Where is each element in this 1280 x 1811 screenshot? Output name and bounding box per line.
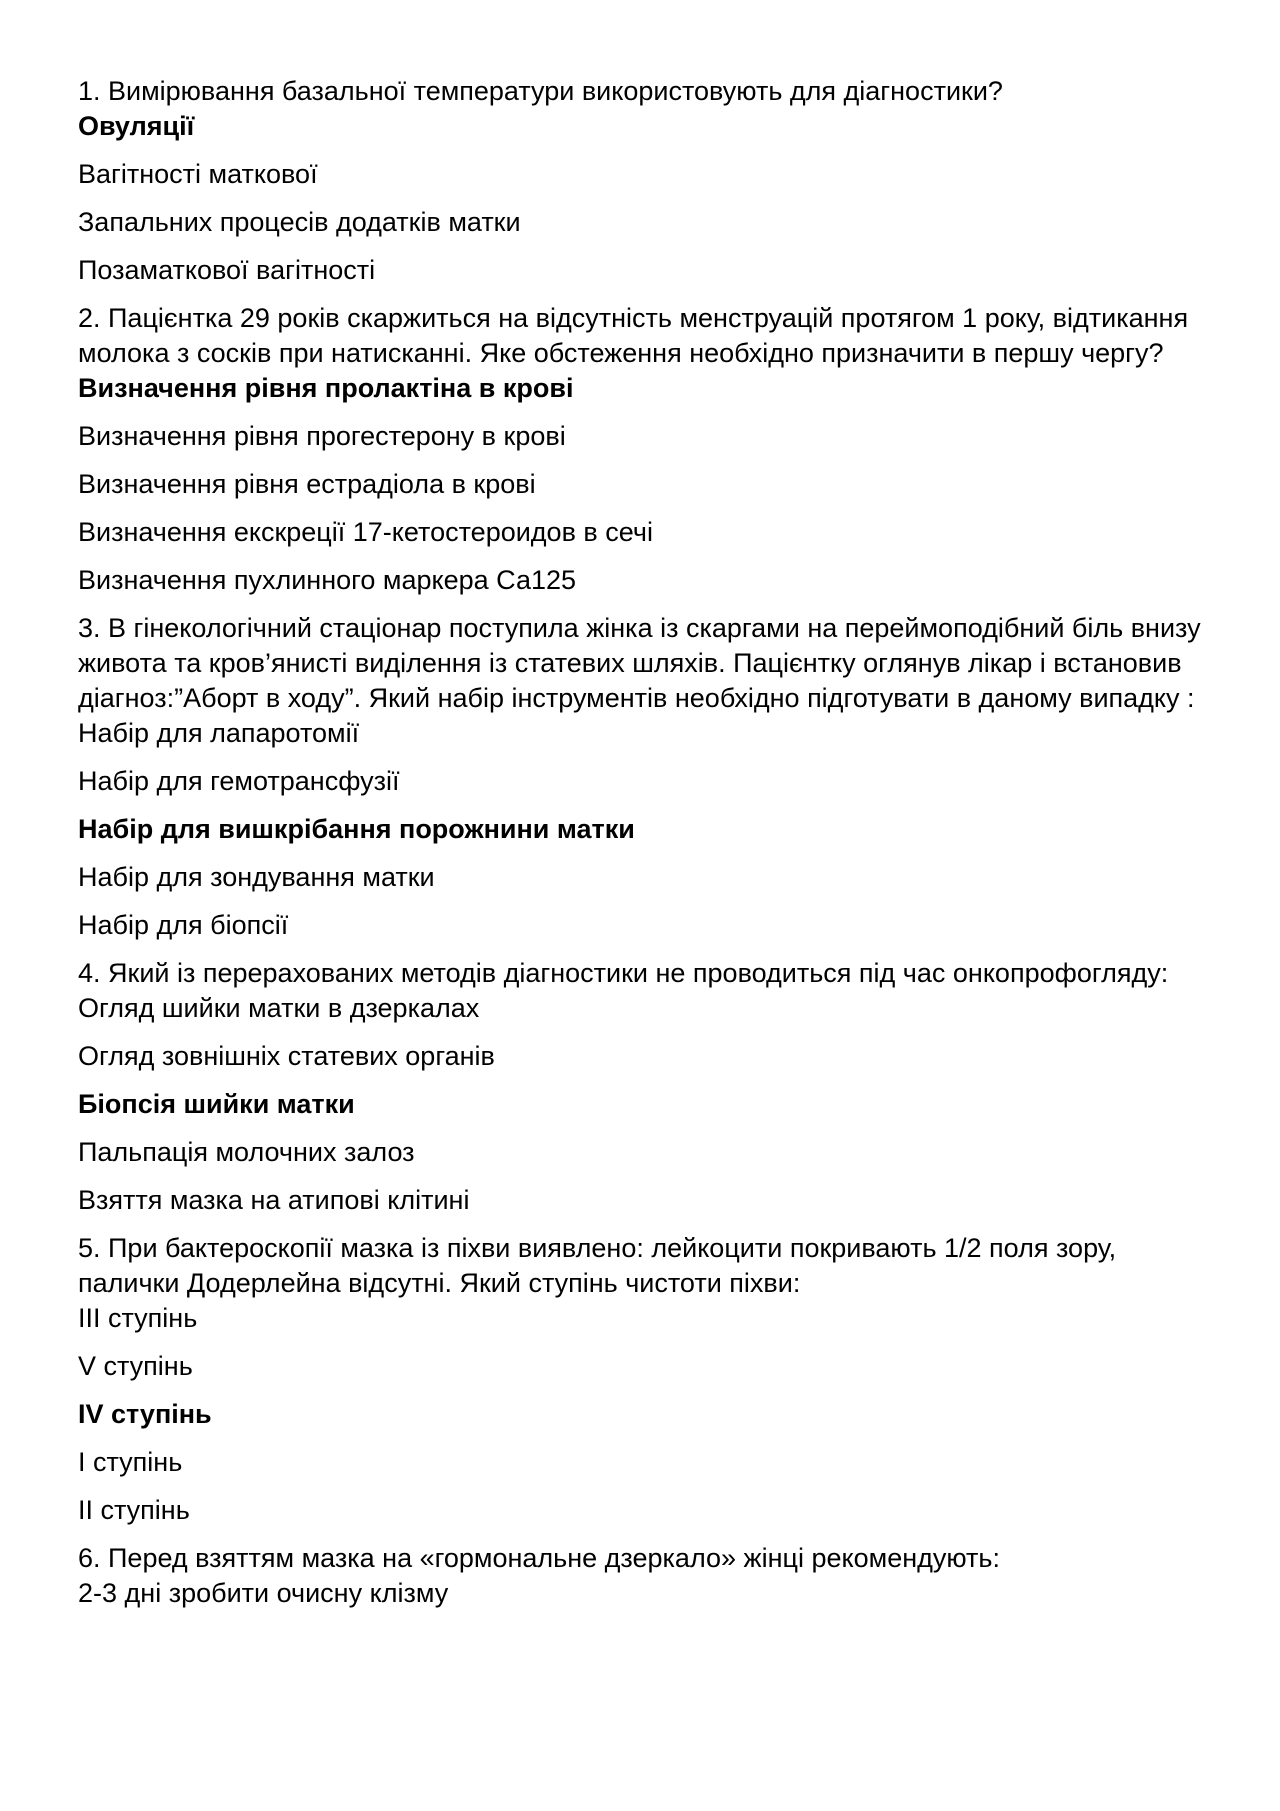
answer-option-correct: Визначення рівня пролактіна в крові <box>78 373 574 403</box>
answer-option-correct: IV ступінь <box>78 1399 212 1429</box>
answer-option: V ступінь <box>78 1351 193 1381</box>
answer-option: Набір для гемотрансфузії <box>78 766 400 796</box>
answer-option: I ступінь <box>78 1447 183 1477</box>
answer-option: Визначення рівня естрадіола в крові <box>78 469 536 499</box>
question-text: 1. Вимірювання базальної температури використовують для діагностики? <box>78 76 1003 106</box>
answer-option: Визначення рівня прогестерону в крові <box>78 421 566 451</box>
question-text: 4. Який із перерахованих методів діагностики не проводиться під час онкопрофогляду: <box>78 958 1169 988</box>
answer-option: Набір для зондування матки <box>78 862 435 892</box>
answer-option: Визначення пухлинного маркера Са125 <box>78 565 577 595</box>
question-block <box>78 611 1208 943</box>
question-text: 2. Пацієнтка 29 років скаржиться на відсутність менструацій протягом 1 року, відтикання молока з сосків при натисканні. Яке обстеження необхідно призначити в першу чергу? <box>78 303 1189 368</box>
answer-option: Визначення екскреції 17-кетостероидов в сечі <box>78 517 653 547</box>
answer-option: II ступінь <box>78 1495 190 1525</box>
question-block <box>78 1231 1208 1528</box>
question-block <box>78 301 1208 598</box>
answer-option: Запальних процесів додатків матки <box>78 207 521 237</box>
question-text: 3. В гінекологічний стаціонар поступила жінка із скаргами на переймоподібний біль внизу живота та кров’янисті виділення із статевих шляхів. Пацієнтку оглянув лікар і встановив діагноз:”Аборт в ходу”. Який набір інструментів необхідно підготувати в даному випадку : <box>78 613 1201 713</box>
answer-option-correct: Набір для вишкрібання порожнини матки <box>78 814 635 844</box>
answer-option: Пальпація молочних залоз <box>78 1137 415 1167</box>
answer-option: Огляд шийки матки в дзеркалах <box>78 993 480 1023</box>
answer-option: 2-3 дні зробити очисну клізму <box>78 1578 449 1608</box>
question-block <box>78 1541 1208 1611</box>
answer-option-correct: Овуляції <box>78 111 195 141</box>
answer-option: Взяття мазка на атипові клітині <box>78 1185 470 1215</box>
answer-option: Вагітності маткової <box>78 159 318 189</box>
question-block <box>78 74 1208 288</box>
document-page <box>78 74 1208 1611</box>
answer-option: Позаматкової вагітності <box>78 255 376 285</box>
answer-option: Набір для біопсії <box>78 910 289 940</box>
answer-option-correct: Біопсія шийки матки <box>78 1089 355 1119</box>
question-text: 5. При бактероскопії мазка із піхви виявлено: лейкоцити покривають 1/2 поля зору, палички Додерлейна відсутні. Який ступінь чистоти піхви: <box>78 1233 1117 1298</box>
answer-option: III ступінь <box>78 1303 198 1333</box>
question-text: 6. Перед взяттям мазка на «гормональне дзеркало» жінці рекомендують: <box>78 1543 1000 1573</box>
answer-option: Набір для лапаротомії <box>78 718 360 748</box>
answer-option: Огляд зовнішніх статевих органів <box>78 1041 495 1071</box>
question-block <box>78 956 1208 1218</box>
